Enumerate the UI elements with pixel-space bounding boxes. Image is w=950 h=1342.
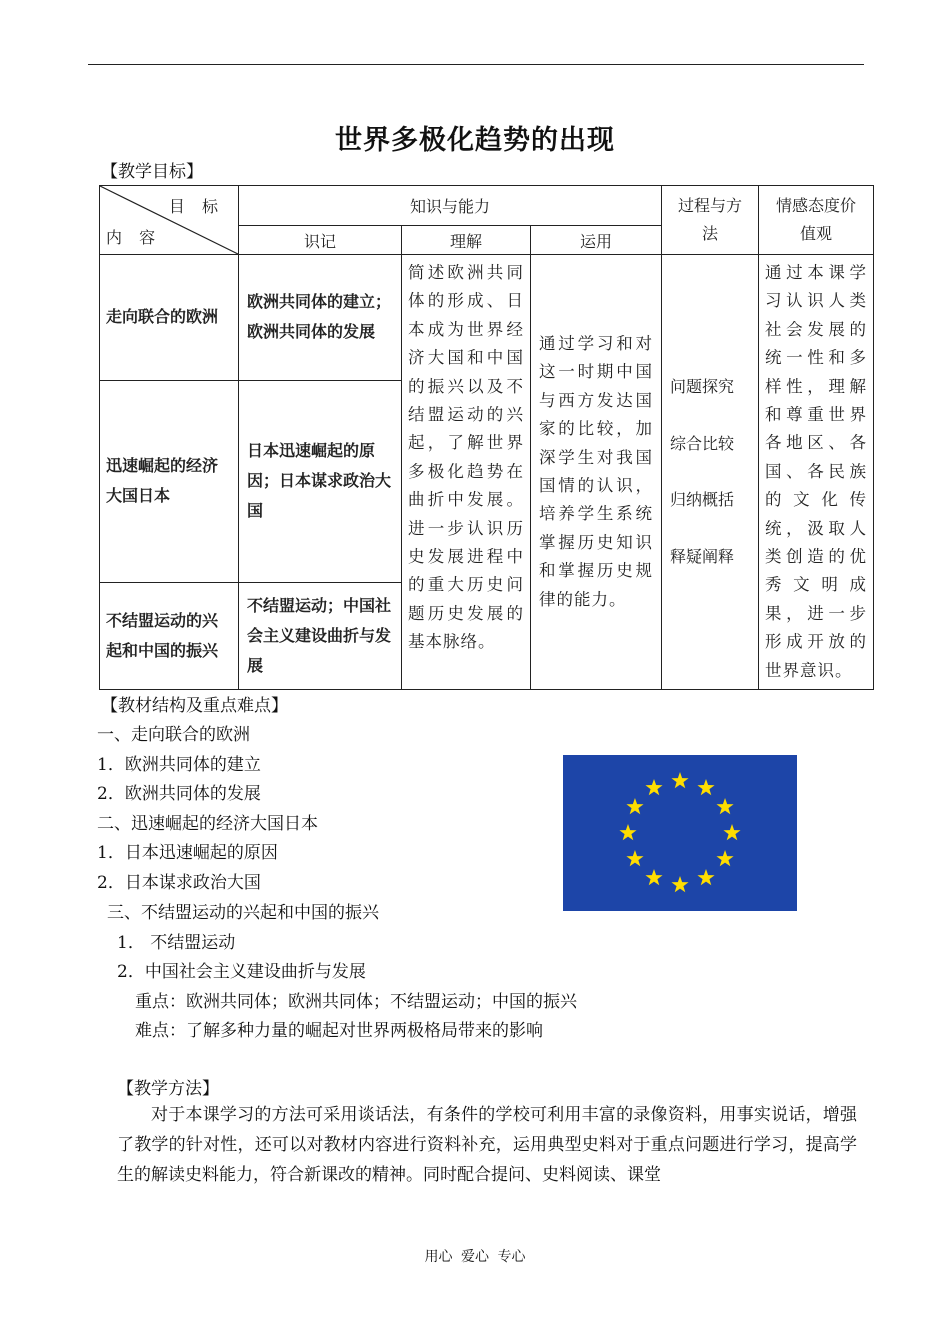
eu-flag-image (563, 755, 797, 911)
flag-star (697, 869, 714, 885)
outline-line: 2．中国社会主义建设曲折与发展 (117, 962, 366, 982)
goals-heading: 【教学目标】 (101, 162, 203, 182)
method-item: 问题探究 (670, 377, 735, 397)
method-paragraph: 对于本课学习的方法可采用谈话法，有条件的学校可利用丰富的录像资料，用事实说话，增强了教学的针对性，还可以对教材内容进行资料补充，运用典型史料对于重点问题进行学习，提高学生的解读史料能力，符合新课改的精神。同时配合提问、史料阅读、课堂 (117, 1105, 857, 1185)
flag-star (671, 772, 688, 788)
page-title: 世界多极化趋势的出现 (335, 125, 615, 156)
row-recall-europe: 欧洲共同体的建立；欧洲共同体的发展 (239, 255, 402, 381)
difficult-points: 难点：了解多种力量的崛起对世界两极格局带来的影响 (135, 1021, 543, 1041)
method-item: 综合比较 (670, 433, 735, 453)
row-title-japan: 迅速崛起的经济大国日本 (100, 380, 239, 582)
outline-line: 2．欧洲共同体的发展 (97, 784, 261, 804)
header-target-label: 目 标 (168, 197, 224, 216)
header-knowledge: 知识与能力 (239, 186, 662, 226)
key-points: 重点：欧洲共同体；欧洲共同体；不结盟运动；中国的振兴 (135, 992, 577, 1012)
method-heading: 【教学方法】 (117, 1079, 219, 1099)
header-rule (88, 64, 864, 65)
diagonal-header-cell (100, 186, 239, 255)
flag-star (716, 850, 733, 866)
row-title-nonaligned: 不结盟运动的兴起和中国的振兴 (100, 582, 239, 689)
flag-star (626, 850, 643, 866)
objectives-table (99, 185, 874, 690)
header-understand: 理解 (402, 226, 531, 255)
header-emotion: 情感态度价值观 (759, 186, 874, 255)
header-recall: 识记 (239, 226, 402, 255)
row-recall-japan: 日本迅速崛起的原因；日本谋求政治大国 (239, 380, 402, 582)
outline-line: 2．日本谋求政治大国 (97, 873, 261, 893)
header-apply: 运用 (531, 226, 662, 255)
method-item: 归纳概括 (670, 490, 735, 510)
eu-flag-stars (563, 755, 797, 911)
header-process: 过程与方法 (662, 186, 759, 255)
outline-line: 一、走向联合的欧洲 (97, 725, 250, 745)
understand-cell: 简述欧洲共同体的形成、日本成为世界经济大国和中国的振兴以及不结盟运动的兴起，了解世界多极化趋势在曲折中发展。进一步认识历史发展进程中的重大历史问题历史发展的基本脉络。 (402, 255, 531, 690)
flag-star (619, 824, 636, 840)
flag-star (645, 869, 662, 885)
row-title-europe: 走向联合的欧洲 (100, 255, 239, 381)
page-footer: 用心 爱心 专心 (424, 1249, 526, 1265)
outline-line: 二、迅速崛起的经济大国日本 (97, 814, 318, 834)
flag-star (716, 798, 733, 814)
outline-line: 三、不结盟运动的兴起和中国的振兴 (107, 903, 379, 923)
flag-star (645, 779, 662, 795)
header-content-label: 内 容 (106, 228, 162, 247)
outline-line: 1．日本迅速崛起的原因 (97, 843, 278, 863)
flag-star (697, 779, 714, 795)
outline-line: 1． 不结盟运动 (117, 933, 236, 953)
flag-star (671, 876, 688, 892)
structure-heading: 【教材结构及重点难点】 (101, 696, 288, 716)
outline-line: 1．欧洲共同体的建立 (97, 755, 261, 775)
methods-cell (662, 255, 759, 690)
method-item: 释疑阐释 (670, 546, 735, 566)
apply-cell: 通过学习和对这一时期中国与西方发达国家的比较，加深学生对我国国情的认识，培养学生系统掌握历史知识和掌握历史规律的能力。 (531, 255, 662, 690)
emotion-cell: 通过本课学习认识人类社会发展的统一性和多样性，理解和尊重世界各地区、各国、各民族的文化传统，汲取人类创造的优秀文明成果，进一步形成开放的世界意识。 (759, 255, 874, 690)
flag-star (626, 798, 643, 814)
row-recall-nonaligned: 不结盟运动；中国社会主义建设曲折与发展 (239, 582, 402, 689)
flag-star (723, 824, 740, 840)
